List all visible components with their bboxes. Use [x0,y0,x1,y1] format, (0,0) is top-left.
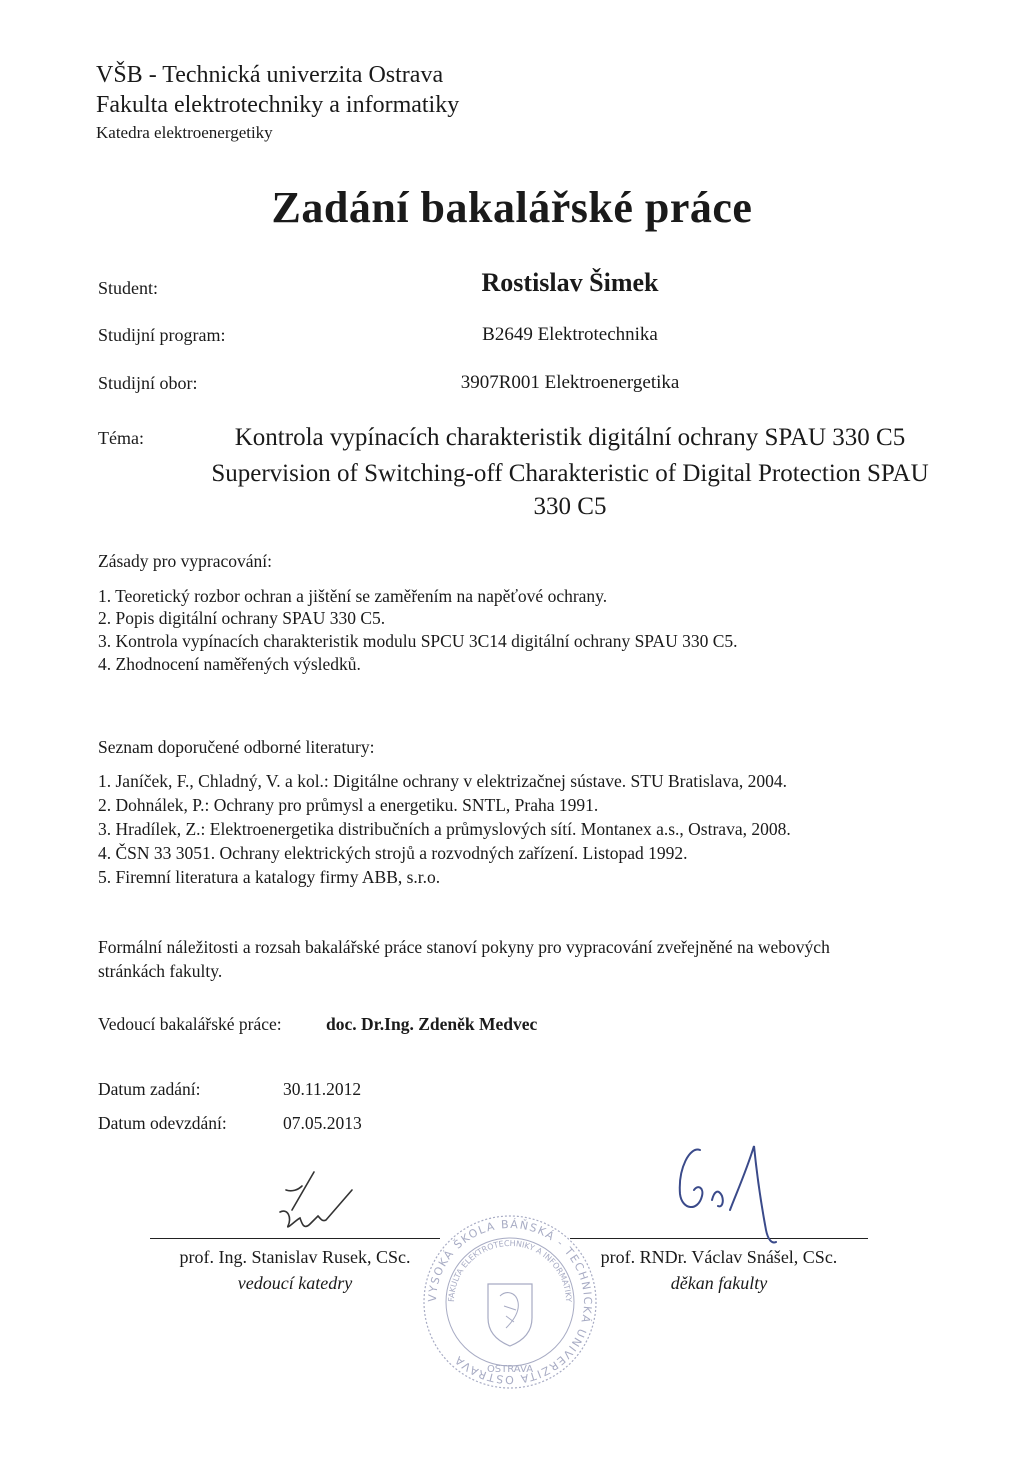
document-title: Zadání bakalářské práce [271,183,753,232]
literatura-item: 2. Dohnálek, P.: Ochrany pro průmysl a energetiku. SNTL, Praha 1991. [98,795,599,815]
literatura-item: 1. Janíček, F., Chladný, V. a kol.: Digitálne ochrany v elektrizačnej sústave. STU Bratislava, 2004. [98,771,788,791]
obor-value: 3907R001 Elektroenergetika [460,372,680,393]
signature-left-role: vedoucí katedry [237,1273,353,1293]
faculty-name: Fakulta elektrotechniky a informatiky [96,92,460,118]
literatura-item: 3. Hradílek, Z.: Elektroenergetika distribučních a průmyslových sítí. Montanex a.s., Ostrava, 2008. [98,819,791,839]
tema-english-line2: 330 C5 [533,493,607,520]
tema-english-line1: Supervision of Switching-off Charakteristic of Digital Protection SPAU [211,460,929,487]
department-name: Katedra elektroenergetiky [96,123,273,142]
supervisor-label: Vedoucí bakalářské práce: [98,1014,282,1034]
signature-snasel [672,1138,792,1248]
tema-label: Téma: [98,428,144,448]
zasady-item: 1. Teoretický rozbor ochran a jištění se zaměřením na napěťové ochrany. [98,586,608,606]
program-value: B2649 Elektrotechnika [482,324,658,345]
date-zadani-value: 30.11.2012 [283,1079,362,1099]
literatura-item: 5. Firemní literatura a katalogy firmy ABB, s.r.o. [98,867,441,887]
faculty-stamp [420,1212,600,1392]
signature-rusek [252,1168,362,1240]
zasady-item: 4. Zhodnocení naměřených výsledků. [98,654,361,674]
university-name: VŠB - Technická univerzita Ostrava [96,62,444,88]
formal-text-line2: stránkách fakulty. [98,961,223,981]
literatura-item: 4. ČSN 33 3051. Ochrany elektrických strojů a rozvodných zařízení. Listopad 1992. [98,843,688,863]
stamp-bottom-text: OSTRAVA [486,1364,534,1375]
date-odevzdani-label: Datum odevzdání: [98,1113,227,1133]
stamp-ring-text: VYSOKÁ ŠKOLA BÁŇSKÁ - TECHNICKÁ UNIVERZITA OSTRAVA [425,1217,595,1387]
zasady-heading: Zásady pro vypracování: [98,551,272,571]
stamp-inner-text: FAKULTA ELEKTROTECHNIKY A INFORMATIKY [446,1238,574,1303]
date-odevzdani-value: 07.05.2013 [283,1113,362,1133]
literatura-heading: Seznam doporučené odborné literatury: [98,737,375,757]
signature-left-name: prof. Ing. Stanislav Rusek, CSc. [179,1247,411,1267]
date-zadani-label: Datum zadání: [98,1079,201,1099]
obor-label: Studijní obor: [98,373,198,393]
supervisor-name: doc. Dr.Ing. Zdeněk Medvec [326,1014,538,1034]
student-label: Student: [98,278,159,298]
tema-czech: Kontrola vypínacích charakteristik digitální ochrany SPAU 330 C5 [234,424,906,451]
zasady-item: 2. Popis digitální ochrany SPAU 330 C5. [98,608,386,628]
signature-right-name: prof. RNDr. Václav Snášel, CSc. [600,1247,838,1267]
student-name: Rostislav Šimek [481,268,659,297]
signature-right-role: děkan fakulty [670,1273,768,1293]
zasady-item: 3. Kontrola vypínacích charakteristik modulu SPCU 3C14 digitální ochrany SPAU 330 C5. [98,631,738,651]
program-label: Studijní program: [98,325,226,345]
formal-text-line1: Formální náležitosti a rozsah bakalářské práce stanoví pokyny pro vypracování zveřejněné na webových [98,937,830,957]
